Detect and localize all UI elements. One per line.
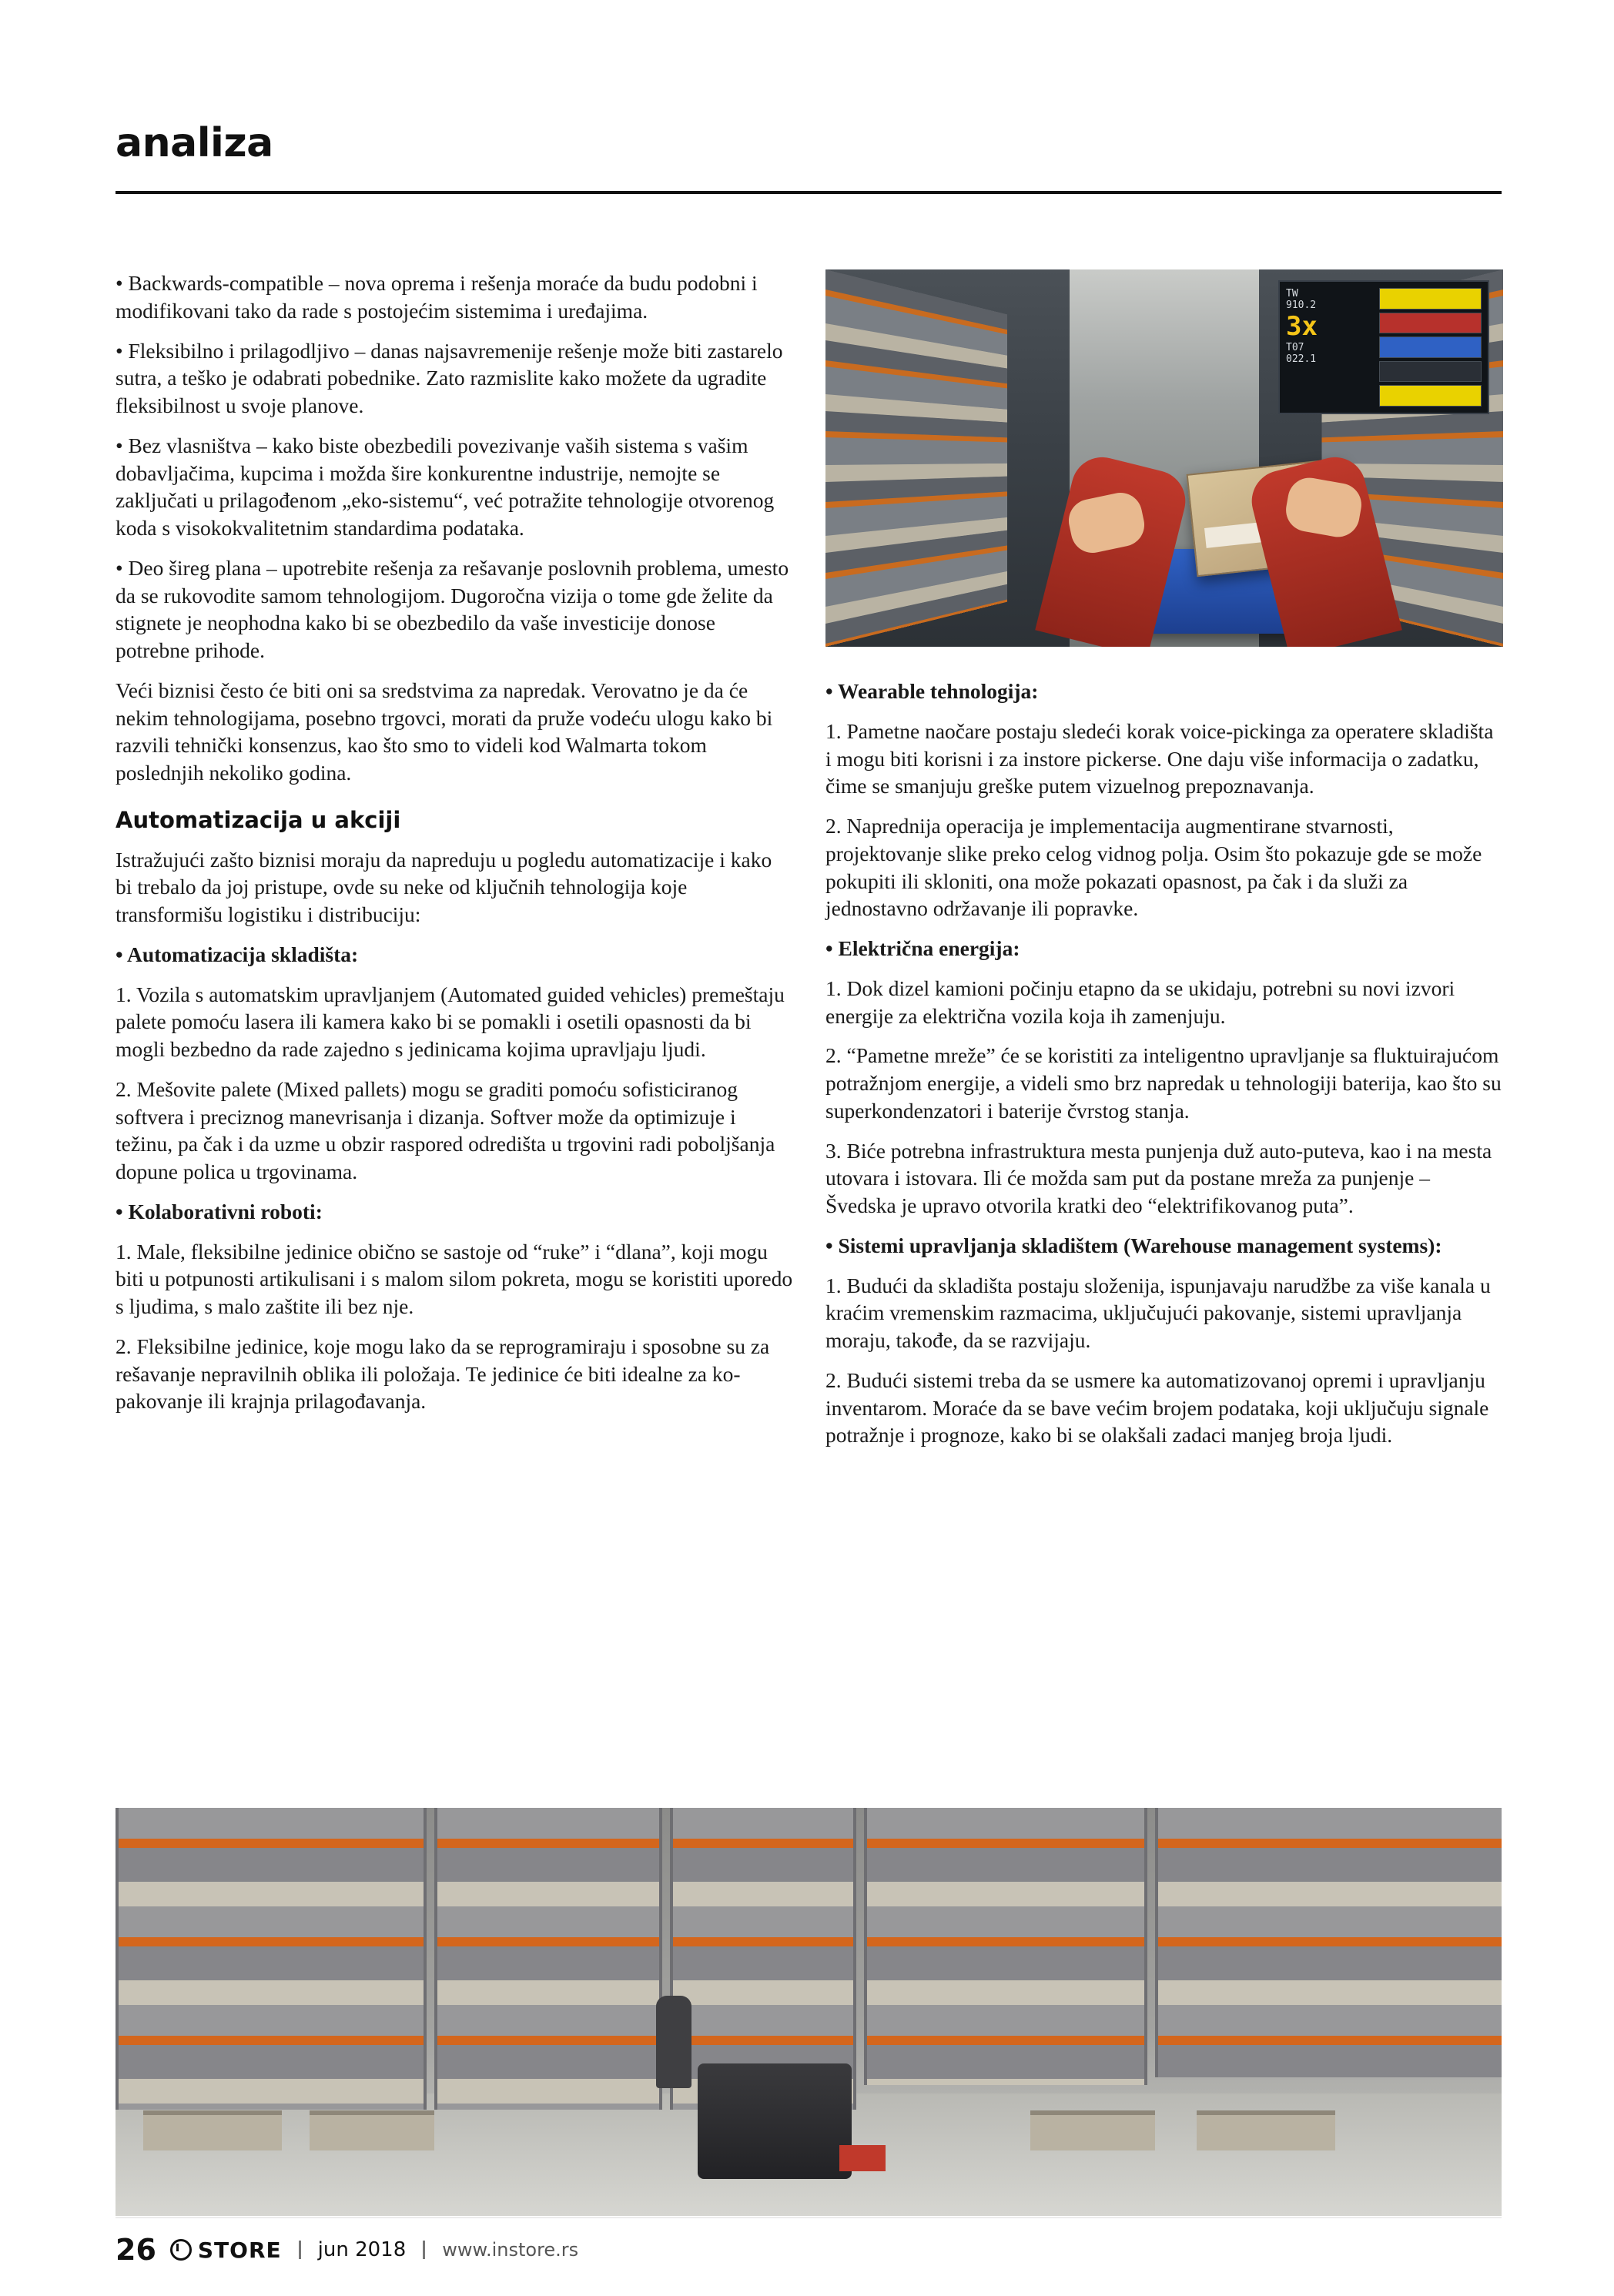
- magazine-logo: [170, 2237, 282, 2263]
- forklift-decor: [698, 2063, 852, 2179]
- list-item: 1. Pametne naočare postaju sledeći korak voice-pickinga za operatere skladišta i mogu biti korisni i za instore pickerse. One daju više informacija o zadatku, čime se smanjuju greške putem vizuelnog prepoznavanja.: [825, 718, 1494, 798]
- paragraph: Veći biznisi često će biti oni sa sredstvima za napredak. Verovatno je da će nekim tehnologijama, posebno trgovci, morati da pruže vodeću ulogu kako bi razvili tehnički konsenzus, kao što smo to videli kod Walmarta tokom poslednjih nekoliko godina.: [116, 678, 773, 785]
- page-footer: [116, 2233, 1502, 2267]
- page-number: 26: [116, 2233, 156, 2267]
- list-item: 3. Biće potrebna infrastruktura mesta punjenja duž auto-puteva, kao i na mesta utovara i istovara. Ili će možda sam put da postane mreža za punjenje – Švedska je upravo otvorila kratki deo “elektrifikovanog puta”.: [825, 1138, 1492, 1217]
- footer-separator: [299, 2241, 301, 2259]
- logo-mark-icon: [170, 2239, 192, 2261]
- list-item: 1. Dok dizel kamioni počinju etapno da se ukidaju, potrebni su novi izvori energije za električna vozila koja ih zamenjuju.: [825, 976, 1455, 1028]
- rack-bay-decor: [116, 1808, 427, 2110]
- pallet-decor: [1030, 2110, 1155, 2150]
- list-item: 2. Budući sistemi treba da se usmere ka automatizovanoj opremi i upravljanju inventarom. Moraće da se bave većim brojem podataka, koji uključuju signale potražnje i prognoze, kako bi se olakšali zadaci manjeg broja ljudi.: [825, 1367, 1489, 1448]
- left-column: [116, 269, 793, 1427]
- paragraph: • Deo šireg plana – upotrebite rešenja za rešavanje poslovnih problema, umesto da se rukovodite samom tehnologijom. Dugoročna vizija o tome gde želite da stignete je neophodna kako bi se obezbedilo da vaše investicije donose potrebne prihode.: [116, 555, 789, 662]
- warehouse-picking-image: [825, 269, 1503, 647]
- list-item: 2. Fleksibilne jedinice, koje mogu lako da se reprogramiraju i sposobne su za rešavanje nepravilnih oblika ili položaja. Te jedinice će biti idealne za ko-pakovanje ili krajnja prilagođavanja.: [116, 1334, 770, 1414]
- rack-bay-decor: [1155, 1808, 1502, 2077]
- hud-cell: [1379, 313, 1482, 334]
- list-item: 2. Naprednija operacija je implementacija augmentirane stvarnosti, projektovanje slike preko celog vidnog polja. Osim što pokazuje gde se može pokupiti ili skloniti, ona može pokazati opasnost, pa čak i da služi za jednostavno održavanje ili popravke.: [825, 814, 1482, 921]
- pallet-decor: [310, 2110, 434, 2150]
- website-url: www.instore.rs: [442, 2239, 579, 2261]
- paragraph: • Fleksibilno i prilagodljivo – danas najsavremenije rešenje može biti zastarelo sutra, a teško je odabrati pobednike. Zato razmislite kako možete da ugradite fleksibilnost u svoje planove.: [116, 338, 783, 417]
- list-heading: • Kolaborativni roboti:: [116, 1199, 323, 1223]
- hud-cell: [1379, 385, 1482, 407]
- list-heading: • Električna energija:: [825, 936, 1020, 960]
- section-title: analiza: [116, 120, 273, 166]
- page-header: [116, 120, 1614, 166]
- worker-decor: [656, 1996, 691, 2088]
- subheading: Automatizacija u akciji: [116, 806, 401, 833]
- list-heading: • Sistemi upravljanja skladištem (Warehouse management systems):: [825, 1233, 1442, 1257]
- paragraph: • Bez vlasništva – kako biste obezbedili povezivanje vaših sistema s vašim dobavljačima, kupcima i možda šire konkurentne industrije, nemojte se zaključati u prilagođenom „eko-sistemu“, već potražite tehnologije otvorenog koda s visokokvalitetnim standardima podataka.: [116, 433, 775, 540]
- hud-cell: [1379, 288, 1482, 310]
- list-heading: • Automatizacija skladišta:: [116, 942, 359, 966]
- footer-separator: [423, 2241, 425, 2259]
- list-item: 2. Mešovite palete (Mixed pallets) mogu se graditi pomoću sofisticiranog softvera i preciznog manevrisanja i dizanja. Softver može da optimizuje i težinu, pa čak i da uzme u obzir raspored odredišta u trgovini radi poboljšanja dopune polica u trgovinama.: [116, 1076, 775, 1184]
- header-divider: [116, 191, 1502, 194]
- list-item: 1. Male, fleksibilne jedinice obično se sastoje od “ruke” i “dlana”, koji mogu biti u potpunosti artikulisani i s malom silom pokreta, mogu se koristiti uporedo s ljudima, s malo zaštite ili bez nje.: [116, 1239, 793, 1319]
- pallet-decor: [1197, 2110, 1335, 2150]
- list-item: 2. “Pametne mreže” će se koristiti za inteligentno upravljanje sa fluktuirajućom potražnjom energije, a videli smo brz napredak u tehnologiji baterija, kao što su superkondenzatori i baterije čvrstog stanja.: [825, 1043, 1502, 1123]
- hud-cell: [1379, 336, 1482, 358]
- list-heading: • Wearable tehnologija:: [825, 679, 1039, 703]
- pallet-decor: [143, 2110, 282, 2150]
- logo-text: STORE: [197, 2237, 282, 2263]
- list-item: 1. Vozila s automatskim upravljanjem (Automated guided vehicles) premeštaju palete pomoću lasera ili kamera kako bi se pomakli i osetili opasnosti da bi mogli bezbedno da rade zajedno s jedinicama kojima upravljaju ljudi.: [116, 982, 785, 1062]
- hud-line-2: 910.2: [1286, 300, 1317, 311]
- hud-line-1: TW: [1286, 288, 1298, 300]
- paragraph: Istražujući zašto biznisi moraju da napreduju u pogledu automatizacije i kako bi trebalo da joj pristupe, ovde su neke od ključnih tehnologija koje transformišu logistiku i distribuciju:: [116, 847, 772, 927]
- footer-divider: [116, 2217, 1502, 2218]
- list-item: 1. Budući da skladišta postaju složenija, ispunjavaju narudžbe za više kanala u kraćim vremenskim razmacima, uključujući pakovanje, sistemi upravljanja moraju, takođe, da se razvijaju.: [825, 1273, 1491, 1352]
- ar-hud-overlay: [1278, 280, 1489, 414]
- warehouse-aisle-image: [116, 1808, 1502, 2216]
- rack-bay-decor: [864, 1808, 1147, 2085]
- hud-line-3: T07: [1286, 342, 1304, 353]
- hud-quantity: 3x: [1286, 311, 1318, 342]
- rack-bay-decor: [434, 1808, 662, 2110]
- issue-date: jun 2018: [317, 2238, 407, 2261]
- right-column: [825, 678, 1503, 1461]
- rack-left-decor: [825, 269, 1007, 647]
- hud-line-4: 022.1: [1286, 353, 1317, 365]
- hud-cell: [1379, 361, 1482, 383]
- paragraph: • Backwards-compatible – nova oprema i rešenja moraće da budu podobni i modifikovani tako da rade s postojećim sistemima i uređajima.: [116, 271, 758, 323]
